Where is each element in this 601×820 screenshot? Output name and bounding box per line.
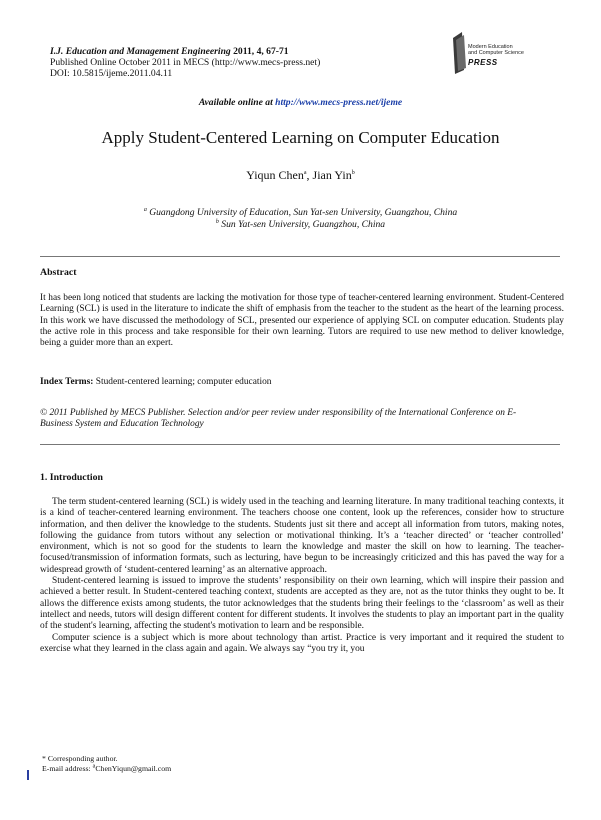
intro-paragraph-3: Computer science is a subject which is more about technology than artist. Practice is very important and it required the student to exercise what they learned in the class again and again. We always say “you try it, you [40,632,564,654]
index-terms-label: Index Terms: [40,377,94,387]
copyright-notice: © 2011 Published by MECS Publisher. Selection and/or peer review under responsibility of the International Conference on E-Business System and Education Technology [40,408,517,430]
footnote-marker-bar [27,770,29,780]
logo-text: Modern Education and Computer Science [468,44,524,56]
journal-link[interactable]: http://www.mecs-press.net/ijeme [275,97,403,108]
abstract-heading: Abstract [40,267,77,278]
intro-paragraph-2: Student-centered learning is issued to improve the students’ responsibility on their own learning, which will inspire their passion and achieved a better result. In Student-centered teaching context, students are accepted as they are, not as the tutor thinks they ought to be. It allows the difference exists among students, the tutor acknowledges that the students bring their feelings to the ‘classroom’ as well as their intellect and needs, tutors will design different content for different students. It involves the students to play an important part in the quality of the student's learning, affecting the student's motivation to learn and be responsible. [40,576,564,632]
affiliation-a: $^a$ Guangdong University of Education, Sun Yat-sen University, Guangzhou, China [143,206,458,218]
corresponding-author-note: * Corresponding author. [42,754,118,763]
published-line: Published Online October 2011 in MECS (http://www.mecs-press.net) [50,57,321,68]
journal-volume: 2011, 4, 67-71 [233,46,289,57]
email-note: E-mail address: $^a$ChenYiqun@gmail.com [42,763,172,773]
author-2: Jian Yin [312,168,352,182]
publisher-logo [452,30,552,80]
author-1: Yiqun Chen [246,168,304,182]
available-online: Available online at http://www.mecs-press.net/ijeme [198,97,403,108]
journal-name: I.J. Education and Management Engineering [50,46,231,57]
paper-title: Apply Student-Centered Learning on Computer Education [101,128,500,147]
divider-top [40,256,560,257]
footnote [42,754,171,774]
affiliation-b: $^b$ Sun Yat-sen University, Guangzhou, China [215,218,386,230]
intro-paragraph-1: The term student-centered learning (SCL) is widely used in the teaching and learning literature. In many traditional teaching contexts, it is a kind of teacher-centered learning environment. The teachers choose one content, look up the references, consider how to structure information, and then deliver the knowledge to the students. Students just sit there and accept all information from tutors, making notes, following the guidance from tutors without any selection or motivational thinking. It’s a ‘teacher directed’ or ‘teacher controlled’ environment, which is not so good for the students to learn the knowledge and master the skill on how to learning. The teacher-focused/transmission of information formats, such as lecturing, have begun to be increasingly criticized and this has paved the way for a widespread growth of ‘student-centered learning’ as an alternative approach. [40,497,564,575]
abstract-text: It has been long noticed that students are lacking the motivation for those type of teacher-centered learning environment. Student-Centered Learning (SCL) is used in the literature to indicate the shift of emphasis from the teacher to the student as the heart of the learning process. In this work we have discussed the methodology of SCL, presented our experience of applying SCL on computer education. Students play the active role in this process and take responsible for their own learning. Tutors are required to use new method to deliver knowledge, being a guider more than an expert. [40,293,564,349]
logo-press: PRESS [468,58,498,67]
introduction-body [40,497,564,655]
affiliations [0,207,601,231]
divider-bottom [40,444,560,445]
index-terms: Index Terms: Student-centered learning; computer education [40,377,272,387]
journal-header [50,46,320,79]
doi-line: DOI: 10.5815/ijeme.2011.04.11 [50,68,173,79]
authors: Yiqun Chen$^a$, Jian Yin$^b$ [246,168,355,182]
book-stack-icon [452,30,468,74]
author-email: ChenYiqun@gmail.com [95,764,172,773]
introduction-heading: 1. Introduction [40,472,103,483]
